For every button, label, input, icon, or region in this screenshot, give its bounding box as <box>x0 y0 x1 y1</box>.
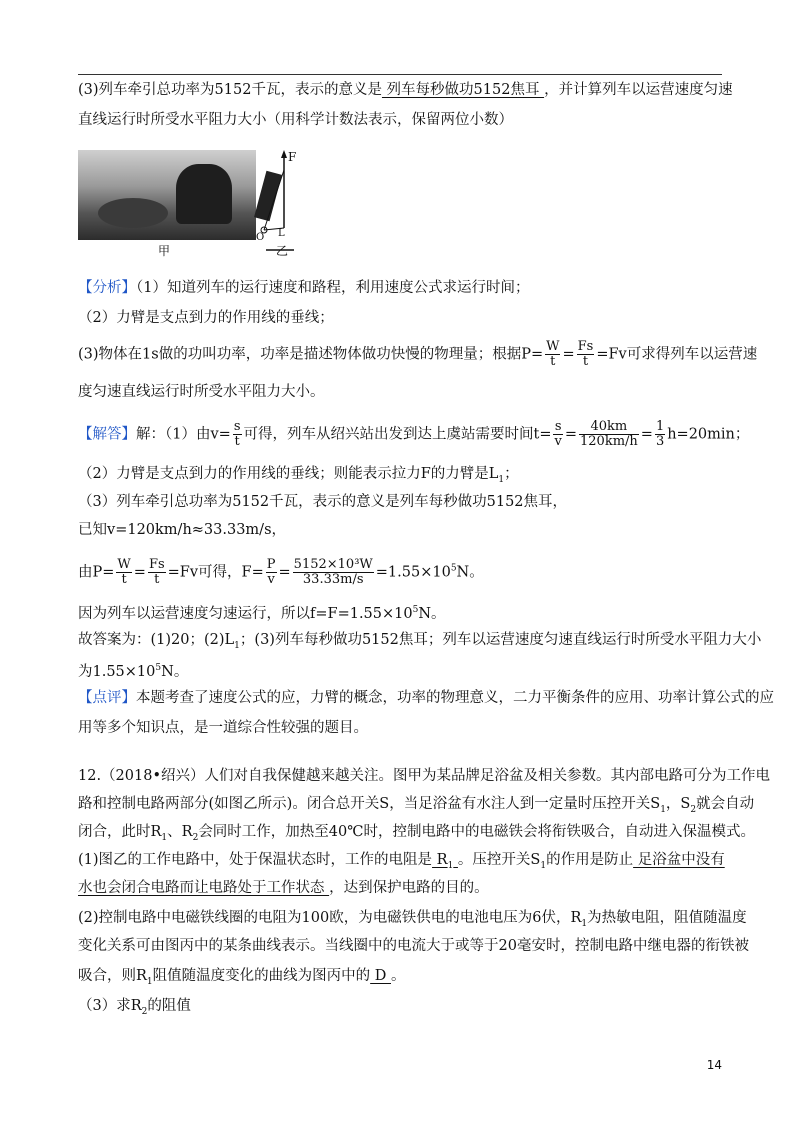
figures <box>78 150 308 262</box>
answer-blank: 足浴盆中没有 <box>633 852 725 868</box>
text: ，并计算列车以运营速度匀速 <box>544 82 733 98</box>
text: (3)列车牵引总功率为5152千瓦，表示的意义是 <box>78 82 382 98</box>
frac-denominator: t <box>550 354 556 369</box>
analysis-line-2: （2）力臂是支点到力的作用线的垂线； <box>78 310 334 326</box>
known-line: 已知v=120km/h≈33.33m/s， <box>78 522 287 538</box>
q3-line-1 <box>78 80 733 100</box>
figure-a-label: 甲 <box>158 244 171 258</box>
answer-line-1: 【解答】解：（1）由v= $\frac{s}{t}$ 可得，列车从绍兴站出发到达上虞站需要时间t= $\frac{s}{v}$ = $\frac{40km}{120km/h}$ = $\frac{1}{3}$ h=20min； <box>78 419 750 449</box>
q12-line-2: 路和控制电路两部分(如图乙所示)。闭合总开关S，当足浴盆有水注人到一定量时压控开关$S_1$，$S_2$就会自动 <box>78 796 755 815</box>
arm-label: L <box>278 228 285 239</box>
q3-line-2: 直线运行时所受水平阻力大小（用科学计数法表示，保留两位小数） <box>78 112 513 128</box>
photo-figure-a <box>78 150 256 240</box>
answer-blank: 列车每秒做功5152焦耳 <box>381 82 545 98</box>
analysis-line-1: 【分析】（1）知道列车的运行速度和路程，利用速度公式求运行时间； <box>78 280 530 296</box>
q12-line-7: 变化关系可由图丙中的某条曲线表示。当线圈中的电流大于或等于20毫安时，控制电路中继电器的衔铁被 <box>78 938 749 954</box>
page-number: 14 <box>706 1058 722 1072</box>
force-label: F <box>288 150 297 164</box>
figure-b-label: 乙 <box>276 244 289 258</box>
comment-line-2: 用等多个知识点，是一道综合性较强的题目。 <box>78 720 368 736</box>
comment-line-1: 【点评】本题考查了速度公式的应，力臂的概念，功率的物理意义，二力平衡条件的应用、功率计算公式的应 <box>78 690 774 706</box>
answer-line-3: （3）列车牵引总功率为5152千瓦，表示的意义是列车每秒做功5152焦耳， <box>78 494 568 510</box>
comment-tag: 【点评】 <box>78 690 136 706</box>
answer-tag: 【解答】 <box>78 426 136 443</box>
q12-line-6: (2)控制电路中电磁铁线圈的电阻为100欧，为电磁铁供电的电池电压为6伏，$R_1$为热敏电阻，阻值随温度 <box>78 910 747 929</box>
pivot-label: O <box>256 232 265 243</box>
frac-numerator: Fs <box>577 339 594 354</box>
q12-line-8: 吸合，则$R_1$阻值随温度变化的曲线为图丙中的 D 。 <box>78 968 406 987</box>
answer-blank: 水也会闭合电路而让电路处于工作状态 <box>78 880 330 896</box>
analysis-line-3: (3)物体在1s做的功叫功率，功率是描述物体做功快慢的物理量；根据P= $\frac{W}{t}$ = $\frac{Fs}{t}$ =Fv可求得列车以运营速 <box>78 339 758 369</box>
q12-line-1: 12.（2018•绍兴）人们对自我保健越来越关注。图甲为某品牌足浴盆及相关参数。其内部电路可分为工作电 <box>78 768 771 784</box>
answer-blank: $R_1$ <box>432 852 454 871</box>
because-line: 因为列车以运营速度匀速运行，所以$f=F=1.55\times 10^5N$。 <box>78 605 446 622</box>
analysis-tag: 【分析】 <box>78 280 136 296</box>
final-line-1: 故答案为：(1)20；$(2)L_1$；(3)列车每秒做功5152焦耳；列车以运营速度匀速直线运行时所受水平阻力大小 <box>78 632 762 651</box>
answer-blank: D <box>370 968 391 984</box>
q12-line-4: (1)图乙的工作电路中，处于保温状态时，工作的电阻是 $R_1$ 。压控开关$S_1$的作用是防止 足浴盆中没有 <box>78 852 725 871</box>
q12-line-9: （3）求$R_2$的阻值 <box>78 998 191 1017</box>
q12-line-3: 闭合，此时$R_1$、$R_2$会同时工作，加热至40℃时，控制电路中的电磁铁会将衔铁吸合，自动进入保温模式。 <box>78 824 755 843</box>
final-line-2: 为$1.55\times 10^5N$。 <box>78 663 189 680</box>
calc-line: 由P= $\frac{W}{t}$ = $\frac{Fs}{t}$ =Fv可得，F= $\frac{P}{v}$ = $\frac{\text{5152×10³W}}{33.33m/s}$ $=1.55\times 10^5N$。 <box>78 557 484 587</box>
frac-numerator: W <box>546 339 560 354</box>
frac-denominator: t <box>582 354 589 369</box>
analysis-line-4: 度匀速直线运行时所受水平阻力大小。 <box>78 384 325 400</box>
header-rule <box>78 74 722 75</box>
q12-line-5: 水也会闭合电路而让电路处于工作状态 ，达到保护电路的目的。 <box>78 880 489 896</box>
answer-line-2: （2）力臂是支点到力的作用线的垂线；则能表示拉力F的力臂是$L_1$； <box>78 466 519 485</box>
